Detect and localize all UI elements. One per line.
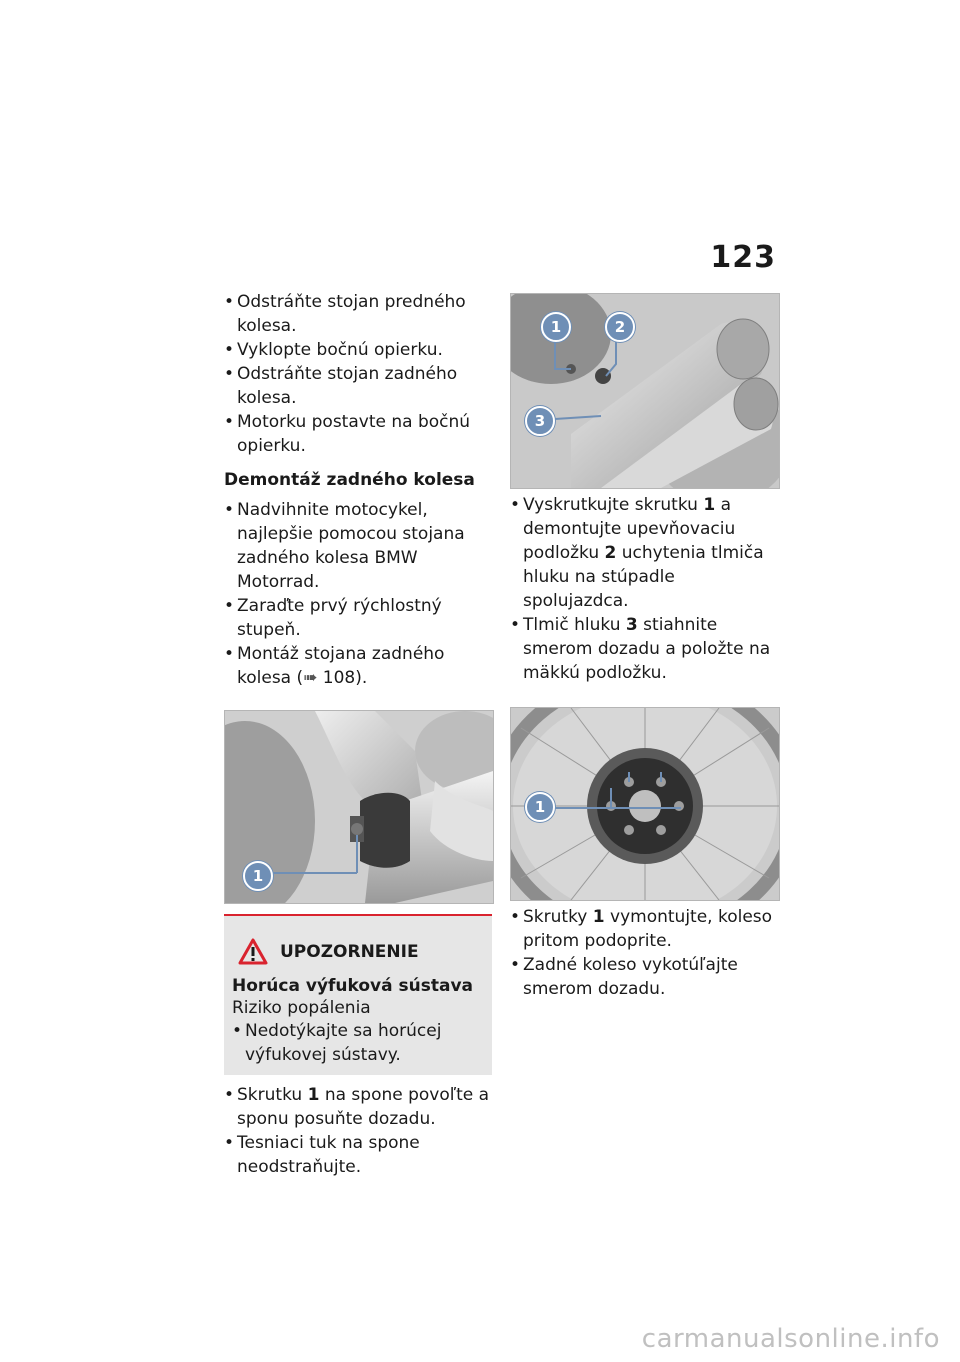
list-item: • Odstráňte stojan predného kolesa. — [224, 290, 492, 338]
list-item-reference — [224, 642, 492, 690]
exhaust-clamp-figure — [224, 710, 494, 904]
list-item — [224, 1083, 492, 1131]
list-item: • Odstráňte stojan zadného kolesa. — [224, 362, 492, 410]
list-item: • Nadvihnite motocykel, najlepšie pomocou stojana zadného kolesa BMW Motorrad. — [224, 498, 492, 594]
page-reference-link[interactable]: 108). — [317, 668, 368, 688]
list-item: • Zaraďte prvý rýchlostný stupeň. — [224, 594, 492, 642]
list-item: • Tesniaci tuk na spone neodstraňujte. — [224, 1131, 492, 1179]
warning-triangle-icon — [238, 938, 268, 965]
callout-2: 2 — [605, 312, 635, 342]
warning-text: Riziko popálenia — [232, 998, 371, 1018]
steps-list-b — [224, 498, 492, 690]
arrow-icon: ➠ — [303, 668, 318, 688]
warning-list — [232, 1019, 484, 1067]
list-item: • Zadné koleso vykotúľajte smerom dozadu. — [510, 953, 778, 1001]
page-number: 123 — [710, 240, 776, 275]
steps-list-d — [510, 493, 778, 685]
steps-list-a — [224, 290, 492, 458]
step-text: vymontujte, koleso pritom podoprite. — [523, 907, 773, 951]
silencer-figure — [510, 293, 780, 489]
callout-ref: 1 — [703, 495, 716, 515]
step-text: a demontujte upevňovaciu podložku — [523, 495, 736, 563]
warning-box — [224, 914, 492, 1075]
callout-ref: 3 — [625, 615, 638, 635]
callout-1: 1 — [243, 861, 273, 891]
steps-list-e — [510, 905, 778, 1001]
list-item: • Nedotýkajte sa horúcej výfukovej sústavy. — [232, 1019, 484, 1067]
callout-1: 1 — [525, 792, 555, 822]
warning-header — [238, 938, 484, 965]
step-text: uchytenia tlmiča hluku na stúpadle spolujazdca. — [523, 543, 764, 611]
list-item: • Motorku postavte na bočnú opierku. — [224, 410, 492, 458]
callout-ref: 2 — [604, 543, 617, 563]
step-text: Skrutku — [237, 1085, 308, 1105]
warning-title: UPOZORNENIE — [280, 941, 419, 962]
step-text: Tlmič hluku — [523, 615, 626, 635]
watermark: carmanualsonline.info — [641, 1324, 940, 1354]
list-item — [510, 905, 778, 953]
left-column — [224, 290, 492, 1179]
list-item — [510, 613, 778, 685]
step-text: Vyskrutkujte skrutku — [523, 495, 704, 515]
callout-1: 1 — [541, 312, 571, 342]
callout-3: 3 — [525, 406, 555, 436]
list-item — [510, 493, 778, 613]
step-text: Skrutky — [523, 907, 593, 927]
list-item: • Vyklopte bočnú opierku. — [224, 338, 492, 362]
reference-text: Montáž stojana zadného kolesa ( — [237, 644, 445, 688]
steps-list-c — [224, 1083, 492, 1179]
right-column — [510, 293, 778, 1001]
callout-ref: 1 — [307, 1085, 320, 1105]
callout-ref: 1 — [592, 907, 605, 927]
section-heading: Demontáž zadného kolesa — [224, 470, 475, 490]
step-text: stiahnite smerom dozadu a položte na mäkkú podložku. — [523, 615, 771, 683]
wheel-hub-figure — [510, 707, 780, 901]
warning-subtitle: Horúca výfuková sústava — [232, 976, 474, 996]
step-text: na spone povoľte a sponu posuňte dozadu. — [237, 1085, 490, 1129]
